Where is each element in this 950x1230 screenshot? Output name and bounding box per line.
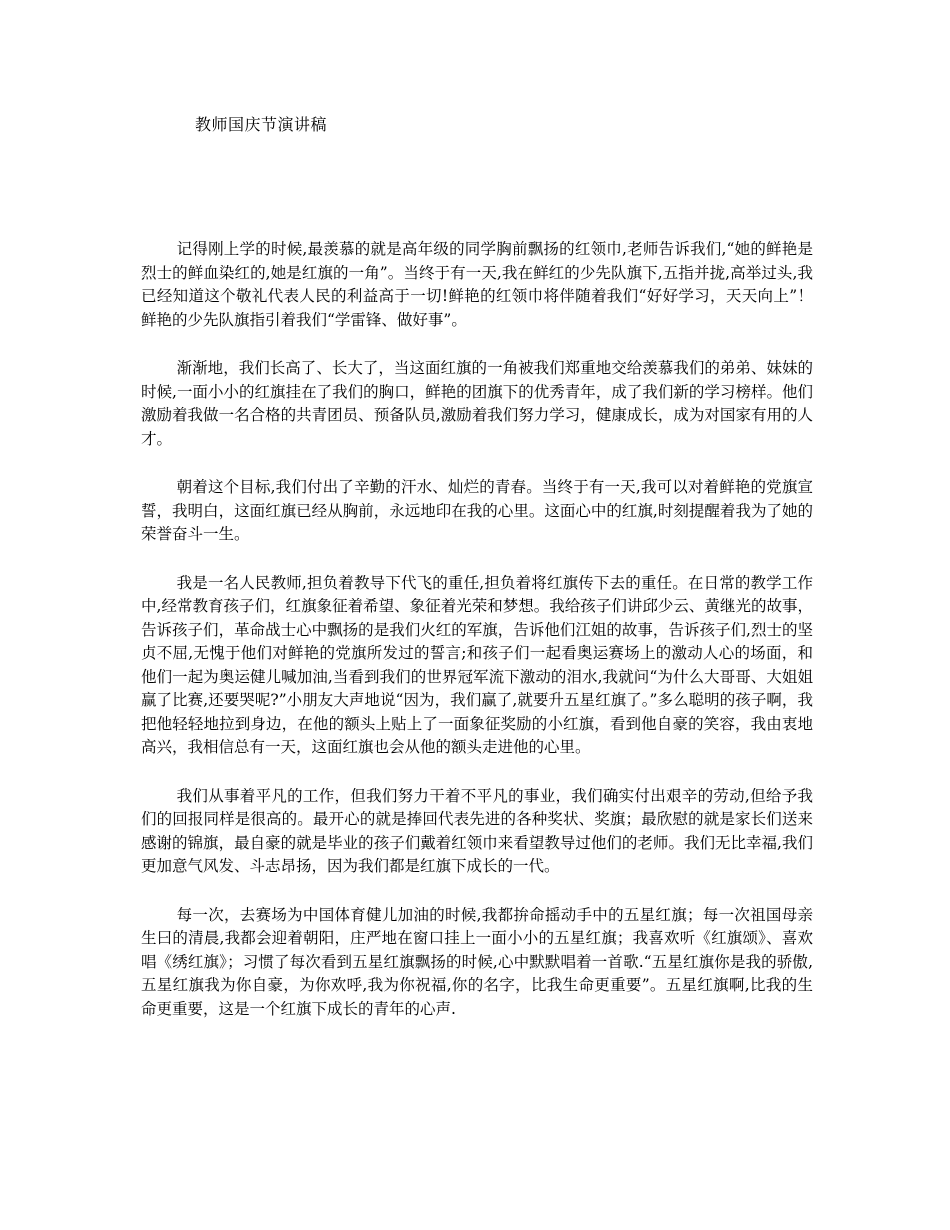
paragraph-5: 我们从事着平凡的工作，但我们努力干着不平凡的事业，我们确实付出艰辛的劳动,但给予我们的回报同样是很高的。最开心的就是捧回代表先进的各种奖状、奖旗；最欣慰的就是家长们送来感谢的锦旗，最自豪的就是毕业的孩子们戴着红领巾来看望教导过他们的老师。我们无比幸福,我们更加意气风发、斗志昂扬，因为我们都是红旗下成长的一代。 bbox=[141, 786, 813, 875]
paragraph-6: 每一次，去赛场为中国体育健儿加油的时候,我都拚命摇动手中的五星红旗；每一次祖国母亲生曰的清晨,我都会迎着朝阳，庄严地在窗口挂上一面小小的五星红旗；我喜欢听《红旗颂》、喜欢唱《绣红旗》；习惯了每次看到五星红旗飘扬的时候,心中默默唱着一首歌.“五星红旗你是我的骄傲,五星红旗我为你自豪，为你欢呼,我为你祝福,你的名字，比我生命更重要”。五星红旗啊,比我的生命更重要，这是一个红旗下成长的青年的心声. bbox=[141, 905, 813, 1018]
document-body bbox=[141, 238, 813, 1046]
document-title: 教师国庆节演讲稿 bbox=[195, 115, 328, 134]
paragraph-1: 记得刚上学的时候,最羡慕的就是高年级的同学胸前飘扬的红领巾,老师告诉我们,“她的鲜艳是烈士的鲜血染红的,她是红旗的一角”。当终于有一天,我在鲜红的少先队旗下,五指并拢,高举过头,我已经知道这个敬礼代表人民的利益高于一切!鲜艳的红领巾将伴随着我们“好好学习，天天向上”！鲜艳的少先队旗指引着我们“学雷锋、做好事”。 bbox=[141, 240, 813, 329]
paragraph-3: 朝着这个目标,我们付出了辛勤的汗水、灿烂的青春。当终于有一天,我可以对着鲜艳的党旗宣誓，我明白，这面红旗已经从胸前，永远地印在我的心里。这面心中的红旗,时刻提醒着我为了她的荣誉奋斗一生。 bbox=[141, 478, 813, 543]
paragraph-4: 我是一名人民教师,担负着教导下代飞的重任,担负着将红旗传下去的重任。在日常的教学工作中,经常教育孩子们，红旗象征着希望、象征着光荣和梦想。我给孩子们讲邱少云、黄继光的故事，告诉孩子们，革命战士心中飘扬的是我们火红的军旗，告诉他们江姐的故事，告诉孩子们,烈士的坚贞不屈,无愧于他们对鲜艳的党旗所发过的誓言;和孩子们一起看奥运赛场上的激动人心的场面，和他们一起为奥运健儿喊加油,当看到我们的世界冠军流下激动的泪水,我就问“为什么大哥哥、大姐姐赢了比赛,还要哭呢?”小朋友大声地说“因为，我们赢了,就要升五星红旗了。”多么聪明的孩子啊，我把他轻轻地拉到身边，在他的额头上贴上了一面象征奖励的小红旗，看到他自豪的笑容，我由衷地高兴，我相信总有一天，这面红旗也会从他的额头走进他的心里。 bbox=[141, 573, 813, 756]
paragraph-2: 渐渐地，我们长高了、长大了，当这面红旗的一角被我们郑重地交给羡慕我们的弟弟、妹妹的时候,一面小小的红旗挂在了我们的胸口，鲜艳的团旗下的优秀青年，成了我们新的学习榜样。他们激励着我做一名合格的共青团员、预备队员,激励着我们努力学习，健康成长，成为对国家有用的人才。 bbox=[141, 359, 813, 448]
